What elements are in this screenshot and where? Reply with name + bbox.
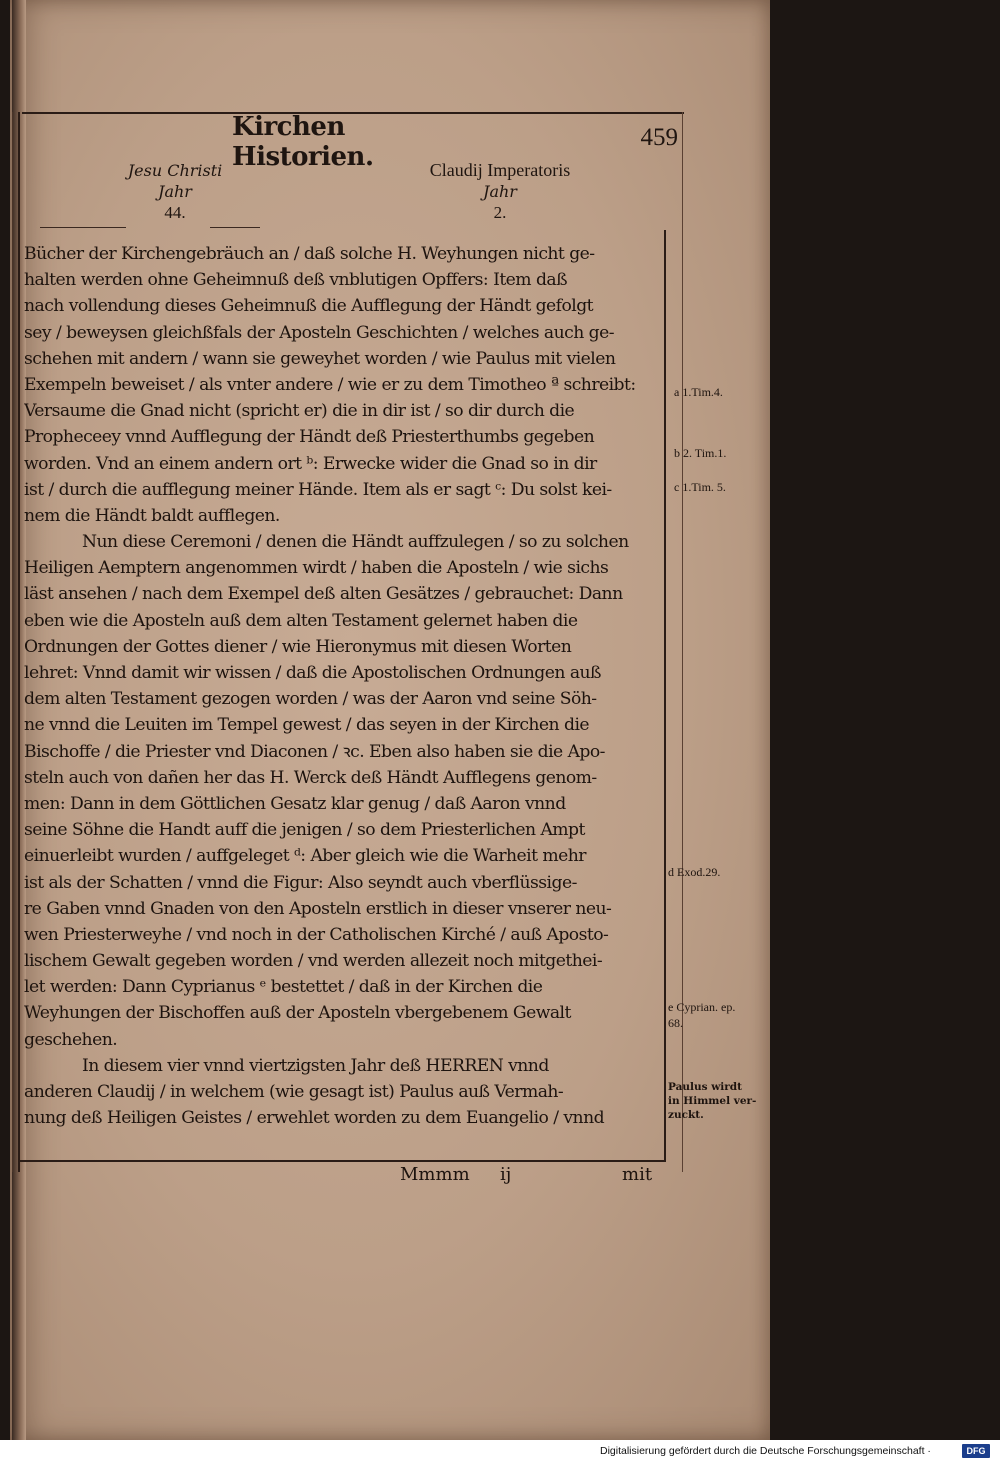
text-line: dem alten Testament gezogen worden / was der Aaron vnd seine Söh- [24, 689, 597, 710]
margin-notes [668, 0, 764, 1440]
text-line: Versaume die Gnad nicht (spricht er) die in dir ist / so dir durch die [24, 401, 575, 422]
margin-note-paulus-3: zuckt. [668, 1109, 704, 1121]
column-head-right-value: 2. [493, 203, 507, 222]
margin-note-1tim4: a 1.Tim.4. [674, 385, 723, 399]
text-line: worden. Vnd an einem andern ort ᵇ: Erwecke wider die Gnad so in dir [24, 453, 597, 474]
column-head-left-line1: Jesu Christi [127, 161, 223, 180]
text-line: wen Priesterweyhe / vnd noch in der Catholischen Kirché / auß Aposto- [24, 924, 609, 945]
column-head-right-line1: Claudij Imperatoris [429, 160, 571, 180]
body-text [24, 241, 658, 1131]
text-line: nach vollendung dieses Geheimnuß die Aufflegung der Händt gefolgt [24, 296, 594, 317]
column-head-right-line2: Jahr [483, 182, 517, 201]
margin-note-paulus-2: in Himmel ver- [668, 1095, 757, 1107]
column-rule-left-b [210, 227, 260, 228]
text-line: Bücher der Kirchengebräuch an / daß solche H. Weyhungen nicht ge- [24, 244, 595, 264]
text-line: Heiligen Aemptern angenommen wirdt / haben die Aposteln / wie sichs [24, 558, 609, 579]
credit-text: Digitalisierung gefördert durch die Deutsche Forschungsgemeinschaft · [600, 1445, 931, 1457]
text-line: ne vnnd die Leuiten im Tempel gewest / das seyen in der Kirchen die [24, 715, 590, 736]
text-line: lehret: Vnnd damit wir wissen / daß die Apostolischen Ordnungen auß [24, 663, 601, 683]
text-line: anderen Claudij / in welchem (wie gesagt ist) Paulus auß Vermah- [24, 1082, 564, 1102]
margin-note-cyprian: e Cyprian. ep. [668, 1000, 736, 1014]
margin-note-exod29: d Exod.29. [668, 865, 721, 879]
frame-rule-bottom [18, 1160, 666, 1162]
text-line: einuerleibt wurden / auffgeleget ᵈ: Aber gleich wie die Warheit mehr [24, 846, 586, 867]
text-line: sey / beweysen gleichßfals der Aposteln Geschichten / welches auch ge- [24, 322, 614, 343]
text-line: eben wie die Aposteln auß dem alten Testament gelernet haben die [24, 610, 578, 631]
page-number: 459 [640, 124, 678, 151]
frame-rule-left-outer [12, 112, 13, 1172]
running-head: Kirchen Historien. [232, 112, 374, 172]
text-line: nem die Händt baldt aufflegen. [24, 505, 280, 526]
catchword: mit [622, 1164, 653, 1185]
frame-rule-right [664, 230, 666, 1160]
margin-note-paulus-1: Paulus wirdt [668, 1081, 742, 1093]
text-line: Propheceey vnnd Aufflegung der Händt deß Priesterthumbs gegeben [24, 427, 595, 448]
paragraph-start-line: Nun diese Ceremoni / denen die Händt auffzulegen / so zu solchen [82, 532, 629, 553]
text-line: let werden: Dann Cyprianus ᵉ bestettet / daß in der Kirchen die [24, 977, 543, 998]
text-line: geschehen. [24, 1029, 118, 1050]
text-line: ist als der Schatten / vnnd die Figur: Also seyndt auch vberflüssige- [24, 872, 577, 893]
text-line: Exempeln beweiset / als vnter andere / wie er zu dem Timotheo ª schreibt: [24, 374, 636, 395]
margin-note-cyprian-num: 68. [668, 1016, 683, 1030]
column-head-christ-year [100, 160, 250, 223]
text-line: schehen mit andern / wann sie geweyhet worden / wie Paulus mit vielen [24, 348, 616, 369]
text-line: ist / durch die aufflegung meiner Hände. Item als er sagt ᶜ: Du solst kei- [24, 479, 612, 500]
text-line: seine Söhne die Handt auff die jenigen / so dem Priesterlichen Ampt [24, 820, 585, 841]
signature-mark: Mmmm [400, 1164, 470, 1185]
margin-note-1tim5: c 1.Tim. 5. [674, 480, 726, 494]
text-line: läst ansehen / nach dem Exempel deß alten Gesätzes / gebrauchet: Dann [24, 584, 623, 605]
text-line: steln auch von dañen her das H. Werck deß Händt Aufflegens genom- [24, 767, 597, 788]
paragraph-start-line: In diesem vier vnnd viertzigsten Jahr deß HERREN vnnd [82, 1055, 549, 1076]
signature-line [400, 1164, 660, 1192]
column-head-emperor-year [400, 160, 600, 223]
text-line: nung deß Heiligen Geistes / erwehlet worden zu dem Euangelio / vnnd [24, 1108, 605, 1129]
column-rule-left-a [40, 227, 126, 228]
frame-rule-left [18, 112, 20, 1172]
column-head-left-value: 44. [164, 203, 186, 222]
text-line: Ordnungen der Gottes diener / wie Hieronymus mit diesen Worten [24, 636, 572, 657]
signature-number: ij [500, 1164, 512, 1185]
text-line: Bischoffe / die Priester vnd Diaconen / ꝛc. Eben also haben sie die Apo- [24, 741, 605, 762]
column-head-left-line2: Jahr [158, 182, 192, 201]
text-line: re Gaben vnnd Gnaden von den Aposteln erstlich in dieser vnserer neu- [24, 898, 612, 919]
text-line: lischem Gewalt gegeben worden / vnd werden allezeit noch mitgethei- [24, 951, 603, 972]
margin-note-2tim1: b 2. Tim.1. [674, 446, 727, 460]
text-line: Weyhungen der Bischoffen auß der Aposteln vbergebenem Gewalt [24, 1003, 571, 1024]
dfg-logo-icon: DFG [962, 1444, 990, 1458]
text-line: halten werden ohne Geheimnuß deß vnblutigen Opffers: Item daß [24, 270, 568, 291]
text-line: men: Dann in dem Göttlichen Gesatz klar genug / daß Aaron vnnd [24, 793, 566, 814]
